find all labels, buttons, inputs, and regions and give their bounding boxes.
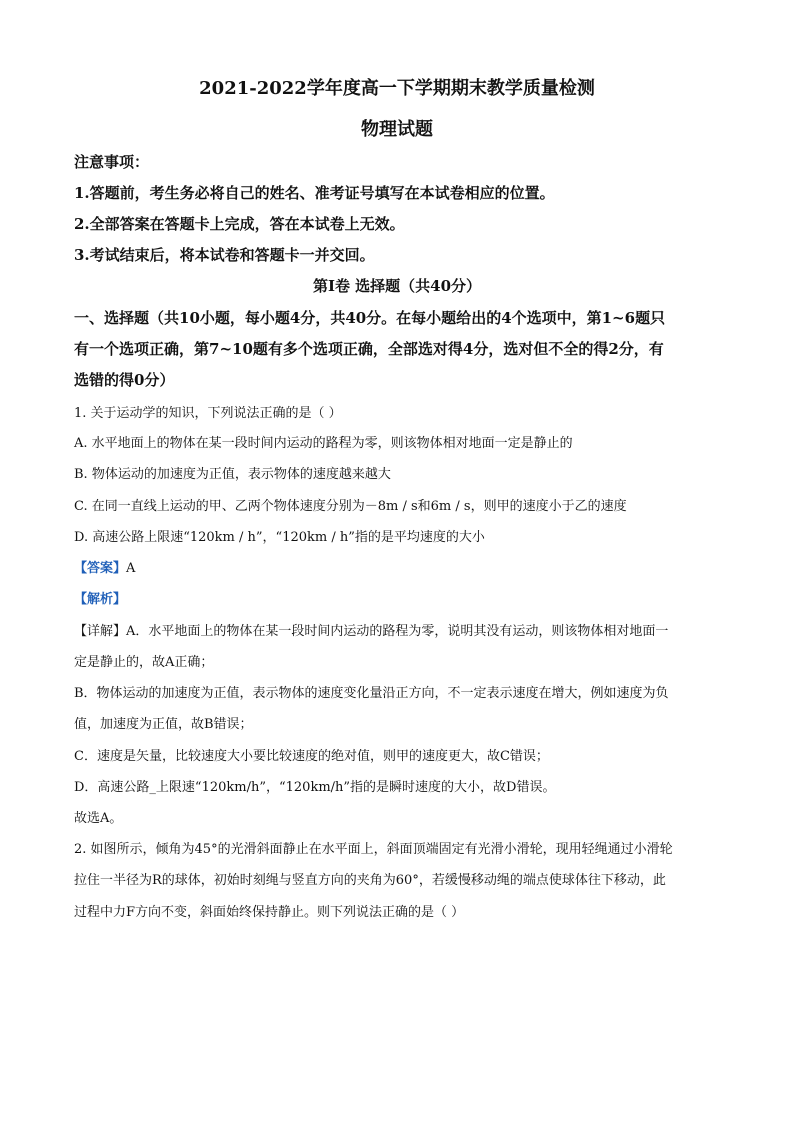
analysis-line — [74, 588, 126, 607]
detail-line — [74, 620, 668, 639]
detail-text: B．物体运动的加速度为正值，表示物体的速度变化量沿正方向，不一定表示速度在增大，例如速度为负 — [74, 686, 669, 701]
note-item: 2.全部答案在答题卡上完成，答在本试卷上无效。 — [74, 215, 405, 233]
question-1-option-d: D. 高速公路上限速“120km / h”，“120km / h”指的是平均速度的大小 — [74, 530, 485, 545]
analysis-tag: 【解析】 — [74, 592, 127, 607]
conclusion-text: 故选A。 — [74, 811, 123, 826]
section-title: 第Ⅰ卷 选择题（共40分） — [312, 277, 482, 295]
question-2-stem: 过程中力F方向不变，斜面始终保持静止。则下列说法正确的是（ ） — [74, 905, 465, 920]
question-1-stem: 1. 关于运动学的知识，下列说法正确的是（ ） — [74, 406, 342, 421]
detail-text: 定是静止的，故A正确； — [74, 655, 214, 670]
question-1-option-b: B. 物体运动的加速度为正值，表示物体的速度越来越大 — [74, 467, 391, 482]
exam-title: 2021-2022学年度高一下学期期末教学质量检测 — [199, 78, 595, 99]
detail-text: 值，加速度为正值，故B错误； — [74, 717, 253, 732]
detail-text: C．速度是矢量，比较速度大小要比较速度的绝对值，则甲的速度更大，故C错误； — [74, 749, 549, 764]
question-1-option-c: C. 在同一直线上运动的甲、乙两个物体速度分别为－8m / s和6m / s，则甲的速度小于乙的速度 — [74, 499, 627, 514]
answer-value: A — [126, 561, 136, 576]
section-instructions: 一、选择题（共10小题，每小题4分，共40分。在每小题给出的4个选项中，第1~6题只 — [74, 309, 666, 327]
exam-subtitle: 物理试题 — [361, 119, 433, 140]
question-2-stem: 2. 如图所示，倾角为45°的光滑斜面静止在水平面上，斜面顶端固定有光滑小滑轮，现用轻绳通过小滑轮 — [74, 842, 673, 857]
answer-tag: 【答案】 — [74, 561, 127, 576]
detail-text: A．水平地面上的物体在某一段时间内运动的路程为零，说明其没有运动，则该物体相对地面一 — [126, 624, 669, 639]
detail-tag: 【详解】 — [74, 624, 127, 639]
section-instructions: 有一个选项正确，第7~10题有多个选项正确，全部选对得4分，选对但不全的得2分，有 — [74, 340, 664, 358]
notes-heading: 注意事项： — [74, 153, 150, 171]
answer-line — [74, 557, 135, 576]
note-item: 3.考试结束后，将本试卷和答题卡一并交回。 — [74, 246, 375, 264]
note-item: 1.答题前，考生务必将自己的姓名、准考证号填写在本试卷相应的位置。 — [74, 184, 555, 202]
question-2-stem: 拉住一半径为R的球体，初始时刻绳与竖直方向的夹角为60°，若缓慢移动绳的端点使球体往下移动，此 — [74, 873, 666, 888]
section-instructions: 选错的得0分） — [74, 371, 175, 389]
detail-text: D．高速公路_上限速“120km/h”，“120km/h”指的是瞬时速度的大小，故D错误。 — [74, 780, 556, 795]
question-1-option-a: A. 水平地面上的物体在某一段时间内运动的路程为零，则该物体相对地面一定是静止的 — [74, 436, 573, 451]
